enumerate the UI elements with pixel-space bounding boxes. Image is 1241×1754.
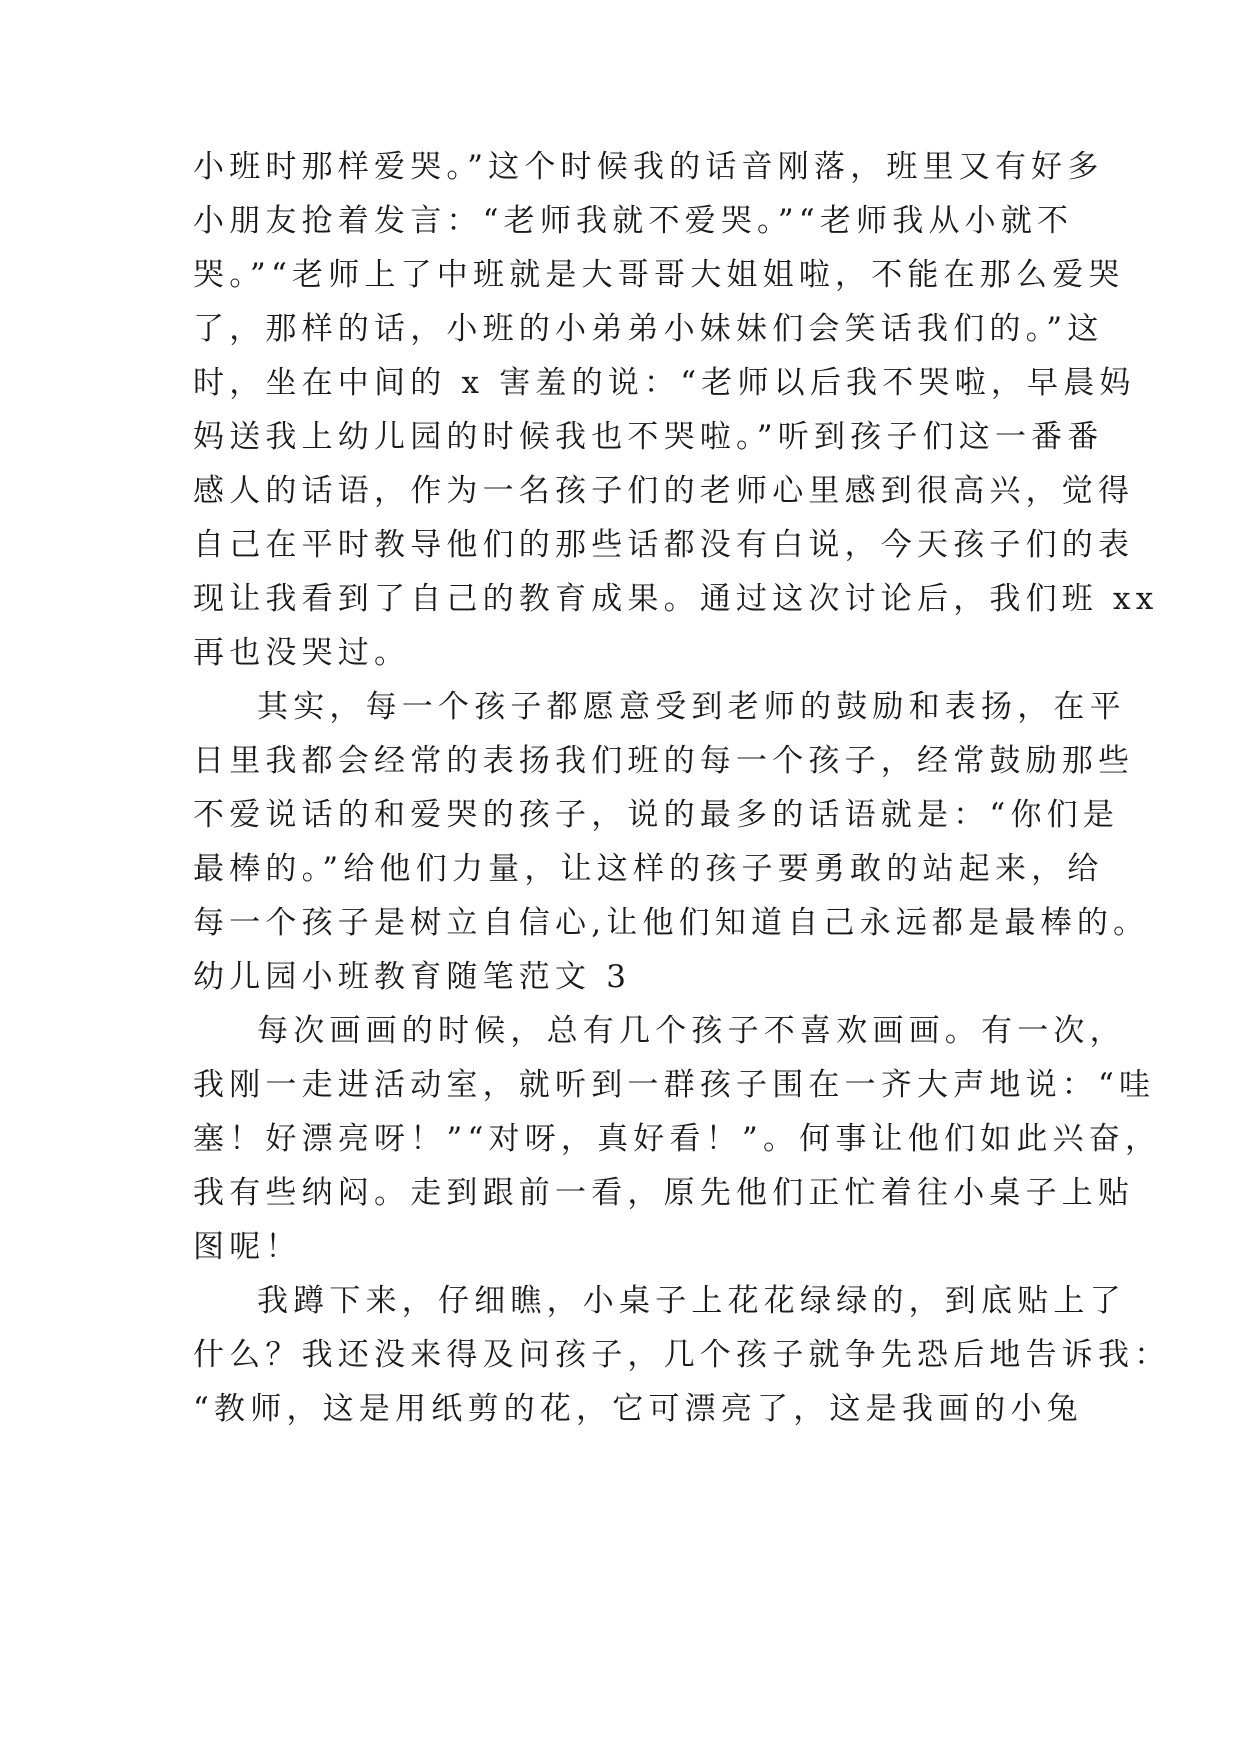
text-line: 了，那样的话，小班的小弟弟小妹妹们会笑话我们的。”这: [193, 311, 1104, 347]
text-line: 感人的话语，作为一名孩子们的老师心里感到很高兴，觉得: [193, 473, 1135, 509]
paragraph-first-line: 其实，每一个孩子都愿意受到老师的鼓励和表扬，在平: [257, 689, 1126, 725]
text-line: 我刚一走进活动室，就听到一群孩子围在一齐大声地说：“哇: [193, 1067, 1156, 1103]
text-line: 哭。”“老师上了中班就是大哥哥大姐姐啦，不能在那么爱哭: [193, 257, 1125, 293]
text-line: 小班时那样爱哭。”这个时候我的话音刚落，班里又有好多: [193, 149, 1104, 185]
text-line: 图呢！: [193, 1229, 302, 1265]
text-line: 我有些纳闷。走到跟前一看，原先他们正忙着往小桌子上贴: [193, 1175, 1135, 1211]
text-line: 小朋友抢着发言：“老师我就不爱哭。”“老师我从小就不: [193, 203, 1074, 239]
text-line: 最棒的。”给他们力量，让这样的孩子要勇敢的站起来，给: [193, 851, 1104, 887]
section-heading: 幼儿园小班教育随笔范文 3: [193, 959, 632, 995]
text-line: 什么？我还没来得及问孩子，几个孩子就争先恐后地告诉我：: [193, 1337, 1171, 1373]
text-line: 现让我看到了自己的教育成果。通过这次讨论后，我们班 xx: [193, 581, 1159, 617]
paragraph-first-line: 我蹲下来，仔细瞧，小桌子上花花绿绿的，到底贴上了: [257, 1283, 1126, 1319]
paragraph-first-line: 每次画画的时候，总有几个孩子不喜欢画画。有一次，: [257, 1013, 1126, 1049]
text-line: 自己在平时教导他们的那些话都没有白说，今天孩子们的表: [193, 527, 1135, 563]
text-line: 妈送我上幼儿园的时候我也不哭啦。”听到孩子们这一番番: [193, 419, 1104, 455]
text-line: 每一个孩子是树立自信心,让他们知道自己永远都是最棒的。: [193, 905, 1150, 941]
text-line: 时，坐在中间的 x 害羞的说：“老师以后我不哭啦，早晨妈: [193, 365, 1136, 401]
text-line: 不爱说话的和爱哭的孩子，说的最多的话语就是：“你们是: [193, 797, 1120, 833]
text-line: “教师，这是用纸剪的花，它可漂亮了，这是我画的小兔: [193, 1391, 1083, 1427]
text-line: 日里我都会经常的表扬我们班的每一个孩子，经常鼓励那些: [193, 743, 1135, 779]
text-line: 再也没哭过。: [193, 635, 411, 671]
text-line: 塞！好漂亮呀！”“对呀，真好看！”。何事让他们如此兴奋，: [193, 1121, 1162, 1157]
